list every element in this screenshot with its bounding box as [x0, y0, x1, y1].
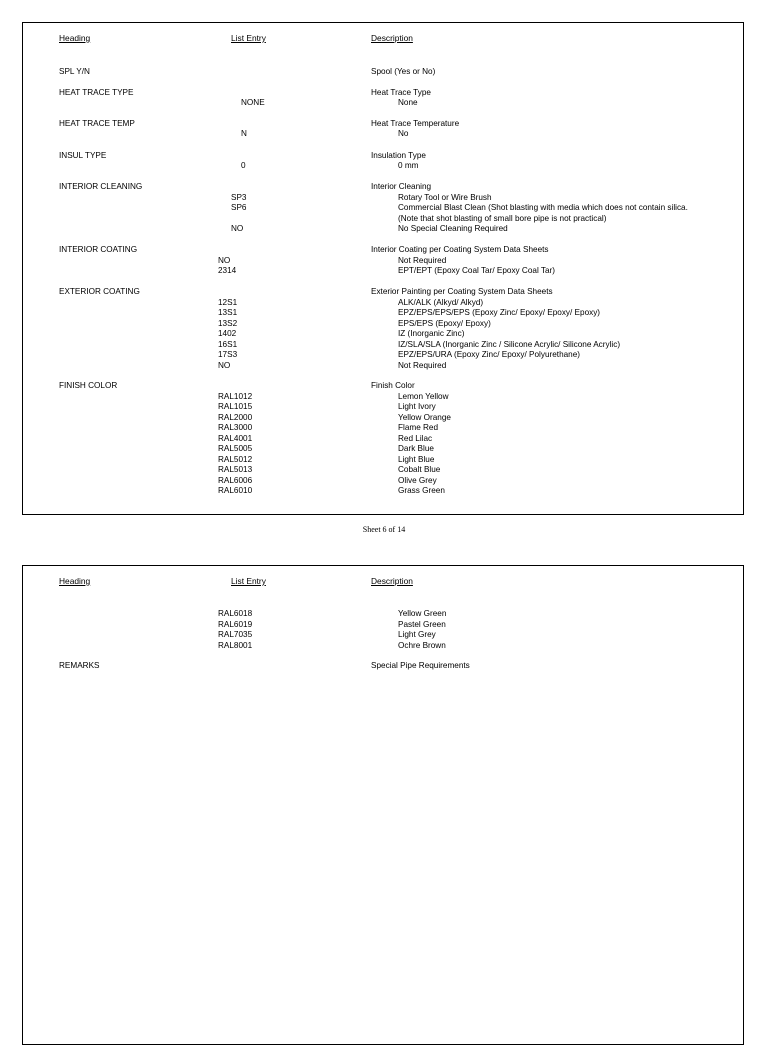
column-header-list-entry: List Entry: [231, 576, 266, 586]
row-heading-heat-trace-temp: HEAT TRACE TEMP: [59, 119, 135, 128]
list-entry-code: RAL6019: [218, 619, 253, 629]
list-entry-code: NO: [231, 224, 244, 233]
column-header-list-entry: List Entry: [231, 33, 266, 43]
list-entry-code: RAL6018: [218, 609, 253, 618]
list-entry-description: Yellow Green: [398, 609, 447, 618]
list-entry-description: Light Blue: [398, 454, 435, 464]
list-entry-code: SP6: [231, 203, 247, 212]
list-entry-description: No Special Cleaning Required: [398, 224, 508, 233]
row-heading-remarks: REMARKS: [59, 661, 100, 670]
row-heading-interior-cleaning: INTERIOR CLEANING: [59, 182, 143, 191]
list-entry-code: NO: [218, 360, 231, 370]
list-entry-code: RAL3000: [218, 423, 253, 432]
list-entry-code: RAL2000: [218, 412, 253, 422]
row-heading-heat-trace-type: HEAT TRACE TYPE: [59, 88, 134, 97]
list-entry-description: Olive Grey: [398, 475, 437, 485]
list-entry-description: EPZ/EPS/EPS/EPS (Epoxy Zinc/ Epoxy/ Epoxy/ Epoxy): [398, 308, 601, 317]
list-entry-description: Rotary Tool or Wire Brush: [398, 192, 492, 202]
list-entry-description: Grass Green: [398, 486, 445, 495]
list-entry-code: 0: [241, 161, 246, 170]
sheet-page-6: [22, 22, 744, 515]
list-entry-description: EPZ/EPS/URA (Epoxy Zinc/ Epoxy/ Polyurethane): [398, 350, 581, 359]
row-heading-spl: SPL Y/N: [59, 67, 90, 76]
list-entry-description: Pastel Green: [398, 619, 446, 629]
column-header-heading: Heading: [59, 576, 91, 586]
list-entry-description: Not Required: [398, 360, 447, 370]
row-description-exterior-coating: Exterior Painting per Coating System Data Sheets: [371, 287, 553, 296]
list-entry-description: Red Lilac: [398, 433, 433, 443]
list-entry-code: 1402: [218, 329, 237, 338]
row-heading-finish-color: FINISH COLOR: [59, 381, 118, 390]
list-entry-description: (Note that shot blasting of small bore pipe is not practical): [398, 213, 607, 223]
list-entry-code: 12S1: [218, 297, 238, 307]
list-entry-code: RAL1012: [218, 391, 253, 401]
row-description-finish-color: Finish Color: [371, 381, 415, 390]
row-description-interior-cleaning: Interior Cleaning: [371, 182, 432, 191]
list-entry-code: RAL5005: [218, 444, 253, 453]
list-entry-description: EPT/EPT (Epoxy Coal Tar/ Epoxy Coal Tar): [398, 266, 555, 275]
list-entry-description: Light Grey: [398, 630, 436, 639]
list-entry-description: Flame Red: [398, 423, 439, 432]
row-description-spl: Spool (Yes or No): [371, 67, 436, 76]
list-entry-description: IZ (Inorganic Zinc): [398, 329, 465, 338]
row-heading-exterior-coating: EXTERIOR COATING: [59, 287, 140, 296]
row-heading-insul-type: INSUL TYPE: [59, 151, 107, 160]
list-entry-code: 17S3: [218, 350, 238, 359]
list-entry-code: 2314: [218, 266, 237, 275]
list-entry-description: None: [398, 98, 418, 107]
list-entry-description: Ochre Brown: [398, 640, 446, 650]
list-entry-description: Commercial Blast Clean (Shot blasting with media which does not contain silica.: [398, 203, 688, 212]
list-entry-code: RAL6006: [218, 475, 253, 485]
list-entry-code: 13S2: [218, 318, 238, 328]
column-header-description: Description: [371, 576, 413, 586]
list-entry-code: RAL6010: [218, 486, 253, 495]
list-entry-code: RAL5013: [218, 465, 253, 474]
list-entry-description: Not Required: [398, 255, 447, 265]
list-entry-description: Lemon Yellow: [398, 391, 449, 401]
list-entry-code: RAL7035: [218, 630, 253, 639]
row-description-heat-trace-type: Heat Trace Type: [371, 88, 431, 97]
list-entry-code: RAL4001: [218, 433, 253, 443]
row-heading-interior-coating: INTERIOR COATING: [59, 245, 138, 254]
row-description-interior-coating: Interior Coating per Coating System Data Sheets: [371, 245, 549, 254]
column-header-heading: Heading: [59, 33, 91, 43]
row-description-heat-trace-temp: Heat Trace Temperature: [371, 119, 460, 128]
column-header-description: Description: [371, 33, 413, 43]
page-number: Sheet 6 of 14: [362, 525, 406, 534]
list-entry-description: EPS/EPS (Epoxy/ Epoxy): [398, 318, 491, 328]
row-description-insul-type: Insulation Type: [371, 151, 426, 160]
list-entry-description: ALK/ALK (Alkyd/ Alkyd): [398, 297, 484, 307]
list-entry-code: 13S1: [218, 308, 238, 317]
sheet-page-7: [22, 565, 744, 1045]
list-entry-code: SP3: [231, 192, 247, 202]
row-description-remarks: Special Pipe Requirements: [371, 661, 470, 670]
list-entry-code: RAL8001: [218, 640, 253, 650]
list-entry-code: NONE: [241, 98, 265, 107]
list-entry-code: RAL1015: [218, 402, 253, 411]
list-entry-description: Yellow Orange: [398, 412, 451, 422]
list-entry-description: No: [398, 129, 409, 138]
list-entry-code: N: [241, 129, 247, 138]
list-entry-description: 0 mm: [398, 161, 419, 170]
list-entry-code: RAL5012: [218, 454, 253, 464]
list-entry-description: Cobalt Blue: [398, 465, 441, 474]
list-entry-description: Dark Blue: [398, 444, 434, 453]
list-entry-code: NO: [218, 255, 231, 265]
list-entry-code: 16S1: [218, 339, 238, 349]
list-entry-description: IZ/SLA/SLA (Inorganic Zinc / Silicone Acrylic/ Silicone Acrylic): [398, 339, 621, 349]
list-entry-description: Light Ivory: [398, 402, 436, 411]
